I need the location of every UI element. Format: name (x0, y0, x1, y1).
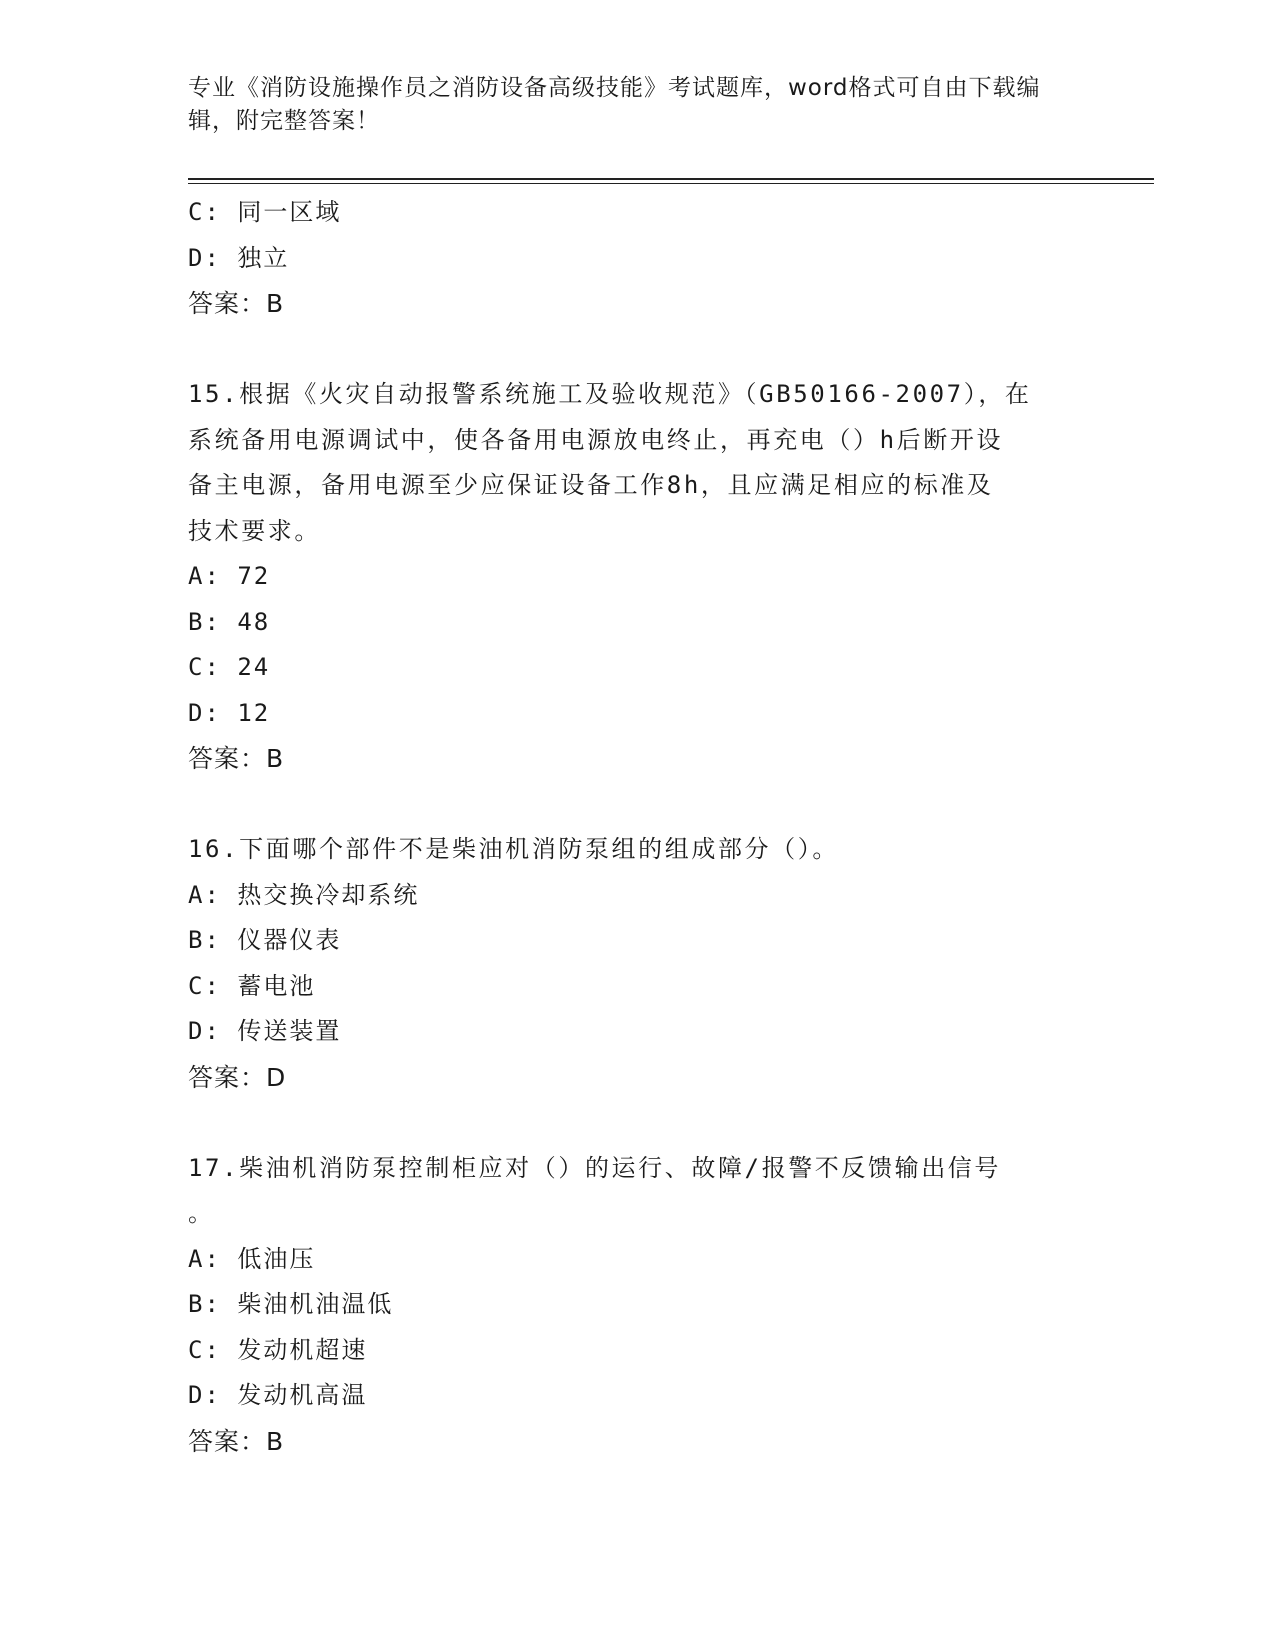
question-text-line: 。 (188, 1199, 212, 1227)
option-b: B: 柴油机油温低 (188, 1290, 394, 1318)
spacer (188, 327, 1088, 373)
option-b: B: 48 (188, 607, 271, 636)
option-b: B: 仪器仪表 (188, 926, 342, 954)
header-divider-thin (188, 183, 1154, 184)
spacer (188, 1100, 1088, 1146)
question-text-line: 17.柴油机消防泵控制柜应对（）的运行、故障/报警不反馈输出信号 (188, 1153, 1001, 1182)
prev-question-block (188, 190, 1088, 327)
question-text-line: 15.根据《火灾自动报警系统施工及验收规范》（GB50166-2007），在 (188, 380, 1032, 408)
option-a: A: 低油压 (188, 1244, 316, 1273)
question-16 (188, 827, 1088, 1100)
header-line-1: 专业《消防设施操作员之消防设备高级技能》考试题库，word格式可自由下载编 (188, 75, 1041, 101)
option-d: D: 独立 (188, 243, 290, 272)
spacer (188, 782, 1088, 828)
option-a: A: 热交换冷却系统 (188, 880, 420, 909)
option-c: C: 同一区域 (188, 198, 342, 226)
question-text-line: 技术要求。 (188, 516, 321, 545)
header-divider-thick (188, 178, 1154, 180)
answer-line: 答案：B (188, 289, 285, 318)
document-header (188, 72, 1088, 138)
question-content (188, 190, 1088, 1464)
question-text-line: 16.下面哪个部件不是柴油机消防泵组的组成部分（）。 (188, 835, 839, 863)
answer-line: 答案：B (188, 1426, 285, 1456)
question-text-line: 系统备用电源调试中，使各备用电源放电终止，再充电（）h后断开设 (188, 425, 1004, 454)
option-d: D: 发动机高温 (188, 1381, 368, 1409)
option-c: C: 24 (188, 653, 271, 681)
answer-line: 答案：B (188, 744, 285, 773)
option-d: D: 传送装置 (188, 1017, 342, 1045)
question-text-line: 备主电源，备用电源至少应保证设备工作8h，且应满足相应的标准及 (188, 471, 994, 499)
option-c: C: 发动机超速 (188, 1335, 368, 1364)
option-c: C: 蓄电池 (188, 971, 316, 1000)
header-line-2: 辑，附完整答案！ (188, 108, 380, 134)
option-d: D: 12 (188, 698, 271, 727)
option-a: A: 72 (188, 562, 271, 590)
question-15 (188, 372, 1088, 782)
question-17 (188, 1146, 1088, 1465)
answer-line: 答案：D (188, 1062, 287, 1092)
